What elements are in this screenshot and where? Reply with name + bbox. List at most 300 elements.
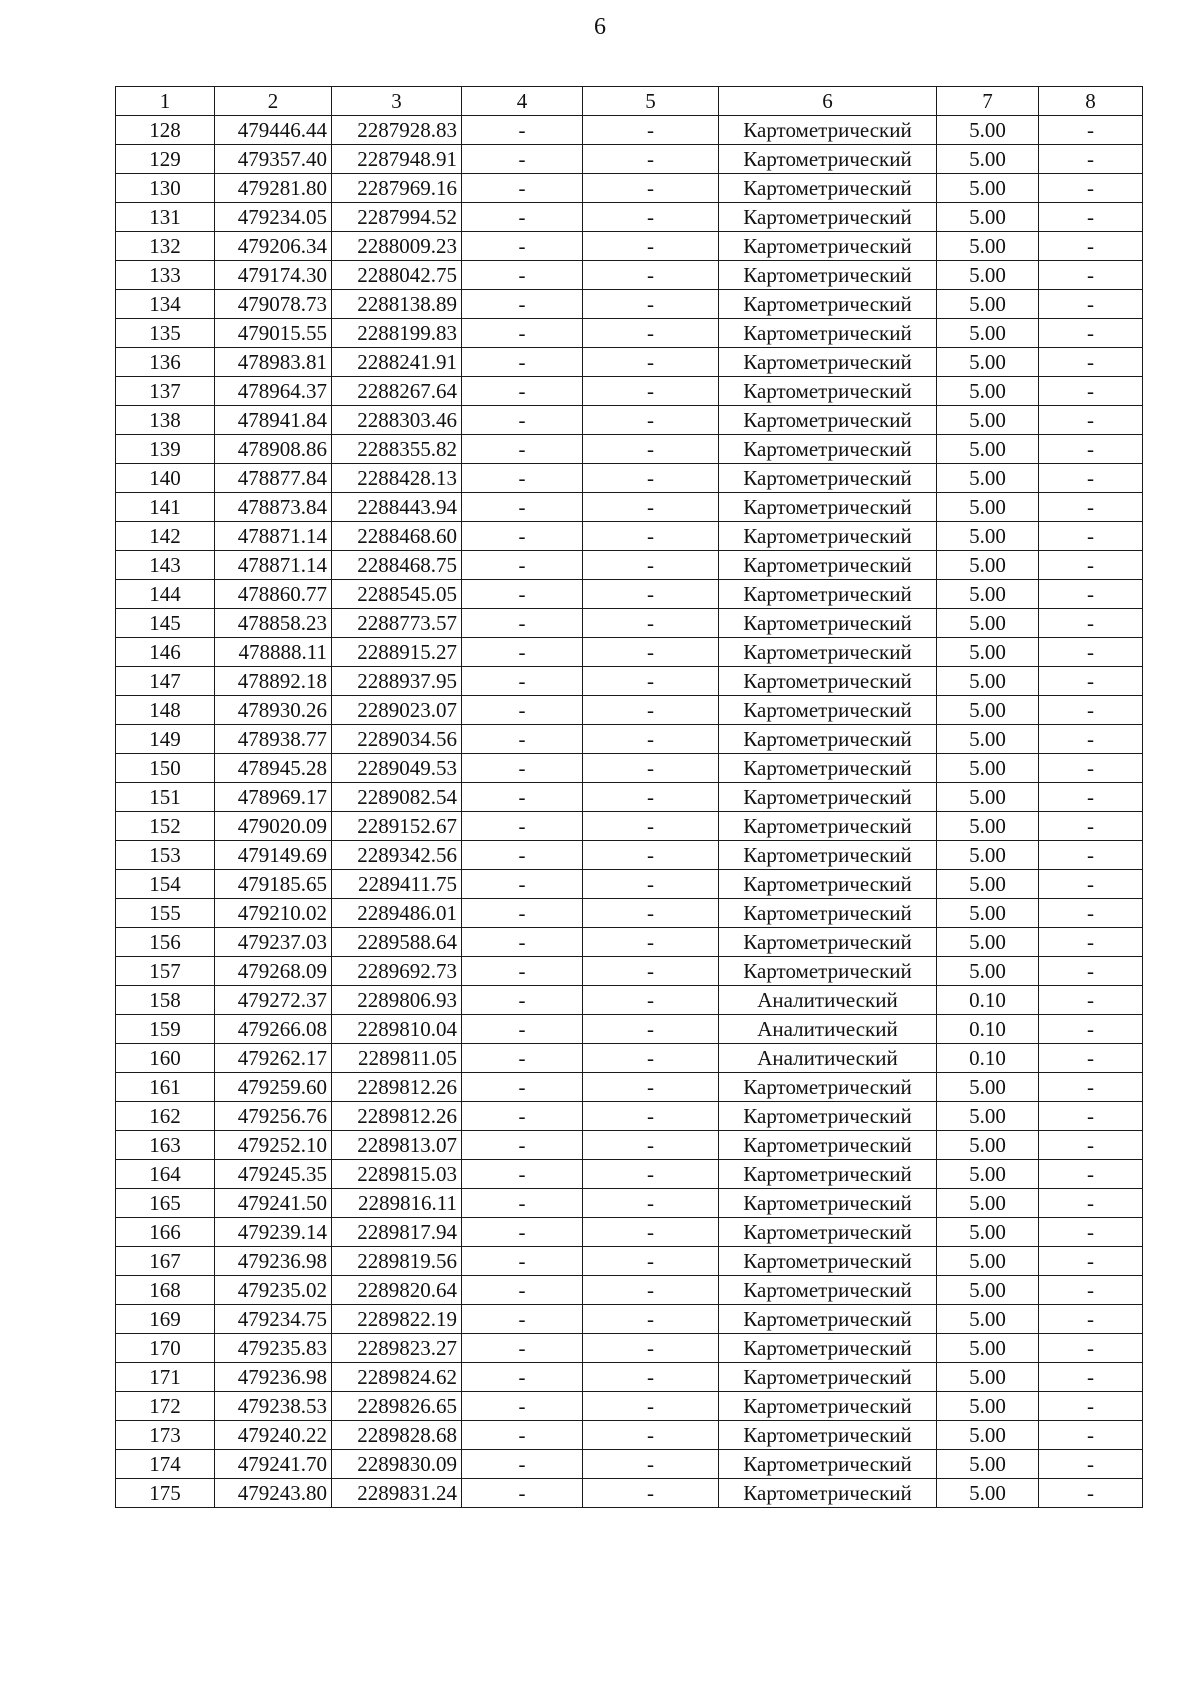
- coordinate-x-cell: 479210.02: [215, 899, 332, 928]
- column-header-1: 1: [116, 87, 215, 116]
- column-4-value-cell: -: [462, 406, 583, 435]
- point-number-cell: 163: [116, 1131, 215, 1160]
- coordinate-x-cell: 478877.84: [215, 464, 332, 493]
- accuracy-cell: 5.00: [937, 551, 1039, 580]
- coordinate-y-cell: 2289812.26: [332, 1102, 462, 1131]
- point-number-cell: 172: [116, 1392, 215, 1421]
- coordinate-x-cell: 478858.23: [215, 609, 332, 638]
- column-8-value-cell: -: [1039, 1421, 1143, 1450]
- point-number-cell: 161: [116, 1073, 215, 1102]
- method-cell: Картометрический: [719, 1421, 937, 1450]
- coordinate-y-cell: 2289692.73: [332, 957, 462, 986]
- column-5-value-cell: -: [583, 464, 719, 493]
- column-header-7: 7: [937, 87, 1039, 116]
- column-4-value-cell: -: [462, 725, 583, 754]
- method-cell: Картометрический: [719, 870, 937, 899]
- accuracy-cell: 5.00: [937, 754, 1039, 783]
- column-8-value-cell: -: [1039, 1015, 1143, 1044]
- coordinate-x-cell: 479185.65: [215, 870, 332, 899]
- coordinate-x-cell: 479252.10: [215, 1131, 332, 1160]
- method-cell: Картометрический: [719, 609, 937, 638]
- header-row: [116, 87, 1143, 116]
- point-number-cell: 144: [116, 580, 215, 609]
- column-8-value-cell: -: [1039, 319, 1143, 348]
- accuracy-cell: 5.00: [937, 1305, 1039, 1334]
- column-5-value-cell: -: [583, 754, 719, 783]
- method-cell: Картометрический: [719, 899, 937, 928]
- point-number-cell: 138: [116, 406, 215, 435]
- column-5-value-cell: -: [583, 435, 719, 464]
- accuracy-cell: 5.00: [937, 1102, 1039, 1131]
- column-4-value-cell: -: [462, 290, 583, 319]
- column-5-value-cell: -: [583, 116, 719, 145]
- coordinate-y-cell: 2288303.46: [332, 406, 462, 435]
- column-8-value-cell: -: [1039, 1247, 1143, 1276]
- column-8-value-cell: -: [1039, 145, 1143, 174]
- coordinate-y-cell: 2288545.05: [332, 580, 462, 609]
- accuracy-cell: 5.00: [937, 203, 1039, 232]
- accuracy-cell: 5.00: [937, 1131, 1039, 1160]
- column-5-value-cell: -: [583, 899, 719, 928]
- coordinate-x-cell: 478888.11: [215, 638, 332, 667]
- table-row: [116, 261, 1143, 290]
- column-header-2: 2: [215, 87, 332, 116]
- column-header-6: 6: [719, 87, 937, 116]
- column-4-value-cell: -: [462, 696, 583, 725]
- column-4-value-cell: -: [462, 1305, 583, 1334]
- point-number-cell: 157: [116, 957, 215, 986]
- coordinate-y-cell: 2289820.64: [332, 1276, 462, 1305]
- method-cell: Картометрический: [719, 319, 937, 348]
- coordinate-x-cell: 479357.40: [215, 145, 332, 174]
- column-8-value-cell: -: [1039, 203, 1143, 232]
- accuracy-cell: 5.00: [937, 1392, 1039, 1421]
- table-row: [116, 319, 1143, 348]
- method-cell: Картометрический: [719, 754, 937, 783]
- coordinate-y-cell: 2287994.52: [332, 203, 462, 232]
- coordinate-x-cell: 479240.22: [215, 1421, 332, 1450]
- accuracy-cell: 5.00: [937, 1189, 1039, 1218]
- coordinate-x-cell: 479020.09: [215, 812, 332, 841]
- column-5-value-cell: -: [583, 928, 719, 957]
- coordinate-y-cell: 2289806.93: [332, 986, 462, 1015]
- point-number-cell: 165: [116, 1189, 215, 1218]
- table-row: [116, 1073, 1143, 1102]
- coordinate-x-cell: 478908.86: [215, 435, 332, 464]
- column-8-value-cell: -: [1039, 1073, 1143, 1102]
- column-4-value-cell: -: [462, 1276, 583, 1305]
- column-4-value-cell: -: [462, 203, 583, 232]
- column-4-value-cell: -: [462, 870, 583, 899]
- table-row: [116, 551, 1143, 580]
- table-row: [116, 986, 1143, 1015]
- column-header-4: 4: [462, 87, 583, 116]
- column-4-value-cell: -: [462, 1189, 583, 1218]
- coordinate-x-cell: 479243.80: [215, 1479, 332, 1508]
- coordinate-y-cell: 2288241.91: [332, 348, 462, 377]
- point-number-cell: 158: [116, 986, 215, 1015]
- column-4-value-cell: -: [462, 1044, 583, 1073]
- column-4-value-cell: -: [462, 493, 583, 522]
- table-header: [116, 87, 1143, 116]
- table-row: [116, 290, 1143, 319]
- accuracy-cell: 5.00: [937, 870, 1039, 899]
- coordinate-x-cell: 479235.02: [215, 1276, 332, 1305]
- column-4-value-cell: -: [462, 145, 583, 174]
- point-number-cell: 143: [116, 551, 215, 580]
- coordinate-x-cell: 479241.50: [215, 1189, 332, 1218]
- column-8-value-cell: -: [1039, 1363, 1143, 1392]
- column-8-value-cell: -: [1039, 725, 1143, 754]
- column-5-value-cell: -: [583, 1479, 719, 1508]
- point-number-cell: 153: [116, 841, 215, 870]
- column-4-value-cell: -: [462, 1363, 583, 1392]
- table-row: [116, 696, 1143, 725]
- column-4-value-cell: -: [462, 667, 583, 696]
- accuracy-cell: 5.00: [937, 232, 1039, 261]
- column-5-value-cell: -: [583, 203, 719, 232]
- column-header-3: 3: [332, 87, 462, 116]
- column-4-value-cell: -: [462, 1450, 583, 1479]
- column-8-value-cell: -: [1039, 1102, 1143, 1131]
- column-5-value-cell: -: [583, 1044, 719, 1073]
- column-5-value-cell: -: [583, 1102, 719, 1131]
- coordinate-x-cell: 479206.34: [215, 232, 332, 261]
- table-row: [116, 377, 1143, 406]
- column-8-value-cell: -: [1039, 493, 1143, 522]
- column-8-value-cell: -: [1039, 1160, 1143, 1189]
- column-4-value-cell: -: [462, 1479, 583, 1508]
- point-number-cell: 160: [116, 1044, 215, 1073]
- table-row: [116, 899, 1143, 928]
- coordinate-y-cell: 2289815.03: [332, 1160, 462, 1189]
- method-cell: Картометрический: [719, 1160, 937, 1189]
- column-8-value-cell: -: [1039, 899, 1143, 928]
- coordinate-y-cell: 2289828.68: [332, 1421, 462, 1450]
- column-5-value-cell: -: [583, 261, 719, 290]
- table-row: [116, 203, 1143, 232]
- coordinate-y-cell: 2289411.75: [332, 870, 462, 899]
- coordinate-x-cell: 479256.76: [215, 1102, 332, 1131]
- column-4-value-cell: -: [462, 1334, 583, 1363]
- method-cell: Картометрический: [719, 145, 937, 174]
- table-row: [116, 667, 1143, 696]
- column-4-value-cell: -: [462, 1131, 583, 1160]
- method-cell: Картометрический: [719, 1450, 937, 1479]
- table-row: [116, 1421, 1143, 1450]
- column-8-value-cell: -: [1039, 986, 1143, 1015]
- method-cell: Картометрический: [719, 551, 937, 580]
- page-number: 6: [594, 14, 606, 40]
- coordinate-x-cell: 478930.26: [215, 696, 332, 725]
- method-cell: Картометрический: [719, 928, 937, 957]
- column-4-value-cell: -: [462, 928, 583, 957]
- accuracy-cell: 5.00: [937, 1276, 1039, 1305]
- coordinate-y-cell: 2288468.75: [332, 551, 462, 580]
- method-cell: Картометрический: [719, 116, 937, 145]
- table-row: [116, 638, 1143, 667]
- table-row: [116, 754, 1143, 783]
- column-8-value-cell: -: [1039, 609, 1143, 638]
- column-header-5: 5: [583, 87, 719, 116]
- column-8-value-cell: -: [1039, 464, 1143, 493]
- coordinate-y-cell: 2287948.91: [332, 145, 462, 174]
- column-5-value-cell: -: [583, 290, 719, 319]
- method-cell: Картометрический: [719, 696, 937, 725]
- column-8-value-cell: -: [1039, 667, 1143, 696]
- accuracy-cell: 5.00: [937, 290, 1039, 319]
- method-cell: Картометрический: [719, 1247, 937, 1276]
- point-number-cell: 132: [116, 232, 215, 261]
- coordinate-x-cell: 478983.81: [215, 348, 332, 377]
- accuracy-cell: 5.00: [937, 493, 1039, 522]
- table-row: [116, 406, 1143, 435]
- coordinate-y-cell: 2289822.19: [332, 1305, 462, 1334]
- coordinate-x-cell: 478873.84: [215, 493, 332, 522]
- column-4-value-cell: -: [462, 783, 583, 812]
- table-row: [116, 725, 1143, 754]
- coordinate-y-cell: 2289817.94: [332, 1218, 462, 1247]
- accuracy-cell: 5.00: [937, 1073, 1039, 1102]
- point-number-cell: 133: [116, 261, 215, 290]
- column-5-value-cell: -: [583, 957, 719, 986]
- column-8-value-cell: -: [1039, 1189, 1143, 1218]
- accuracy-cell: 5.00: [937, 261, 1039, 290]
- coordinate-y-cell: 2289023.07: [332, 696, 462, 725]
- accuracy-cell: 5.00: [937, 522, 1039, 551]
- point-number-cell: 155: [116, 899, 215, 928]
- coordinate-x-cell: 479174.30: [215, 261, 332, 290]
- table-row: [116, 1363, 1143, 1392]
- column-5-value-cell: -: [583, 406, 719, 435]
- column-4-value-cell: -: [462, 1218, 583, 1247]
- coordinate-y-cell: 2289830.09: [332, 1450, 462, 1479]
- method-cell: Картометрический: [719, 841, 937, 870]
- coordinate-x-cell: 479234.05: [215, 203, 332, 232]
- coordinate-x-cell: 479268.09: [215, 957, 332, 986]
- method-cell: Картометрический: [719, 1131, 937, 1160]
- accuracy-cell: 5.00: [937, 435, 1039, 464]
- coordinate-x-cell: 479262.17: [215, 1044, 332, 1073]
- column-4-value-cell: -: [462, 1160, 583, 1189]
- coordinate-y-cell: 2289152.67: [332, 812, 462, 841]
- column-5-value-cell: -: [583, 783, 719, 812]
- coordinate-x-cell: 479236.98: [215, 1363, 332, 1392]
- column-4-value-cell: -: [462, 899, 583, 928]
- method-cell: Аналитический: [719, 1044, 937, 1073]
- column-4-value-cell: -: [462, 580, 583, 609]
- coordinate-y-cell: 2289812.26: [332, 1073, 462, 1102]
- point-number-cell: 149: [116, 725, 215, 754]
- table-row: [116, 1450, 1143, 1479]
- method-cell: Картометрический: [719, 377, 937, 406]
- point-number-cell: 137: [116, 377, 215, 406]
- method-cell: Картометрический: [719, 232, 937, 261]
- point-number-cell: 162: [116, 1102, 215, 1131]
- method-cell: Аналитический: [719, 986, 937, 1015]
- coordinate-y-cell: 2289826.65: [332, 1392, 462, 1421]
- column-8-value-cell: -: [1039, 783, 1143, 812]
- coordinate-y-cell: 2288937.95: [332, 667, 462, 696]
- column-5-value-cell: -: [583, 1218, 719, 1247]
- coordinate-y-cell: 2289049.53: [332, 754, 462, 783]
- table-row: [116, 232, 1143, 261]
- point-number-cell: 159: [116, 1015, 215, 1044]
- method-cell: Картометрический: [719, 638, 937, 667]
- accuracy-cell: 5.00: [937, 725, 1039, 754]
- accuracy-cell: 5.00: [937, 377, 1039, 406]
- table-row: [116, 870, 1143, 899]
- coordinate-y-cell: 2288355.82: [332, 435, 462, 464]
- coordinates-table: [115, 86, 1143, 1508]
- column-4-value-cell: -: [462, 1073, 583, 1102]
- column-4-value-cell: -: [462, 435, 583, 464]
- accuracy-cell: 5.00: [937, 1160, 1039, 1189]
- column-4-value-cell: -: [462, 986, 583, 1015]
- accuracy-cell: 0.10: [937, 986, 1039, 1015]
- table-row: [116, 783, 1143, 812]
- column-4-value-cell: -: [462, 232, 583, 261]
- column-4-value-cell: -: [462, 1392, 583, 1421]
- coordinate-y-cell: 2289486.01: [332, 899, 462, 928]
- column-5-value-cell: -: [583, 580, 719, 609]
- column-5-value-cell: -: [583, 1363, 719, 1392]
- accuracy-cell: 5.00: [937, 899, 1039, 928]
- method-cell: Картометрический: [719, 1073, 937, 1102]
- column-5-value-cell: -: [583, 493, 719, 522]
- accuracy-cell: 5.00: [937, 116, 1039, 145]
- column-4-value-cell: -: [462, 319, 583, 348]
- column-8-value-cell: -: [1039, 1450, 1143, 1479]
- method-cell: Аналитический: [719, 1015, 937, 1044]
- accuracy-cell: 5.00: [937, 928, 1039, 957]
- column-4-value-cell: -: [462, 754, 583, 783]
- column-5-value-cell: -: [583, 1073, 719, 1102]
- coordinate-x-cell: 478941.84: [215, 406, 332, 435]
- coordinate-x-cell: 479446.44: [215, 116, 332, 145]
- column-5-value-cell: -: [583, 1247, 719, 1276]
- accuracy-cell: 5.00: [937, 1479, 1039, 1508]
- point-number-cell: 175: [116, 1479, 215, 1508]
- column-4-value-cell: -: [462, 261, 583, 290]
- coordinate-x-cell: 478945.28: [215, 754, 332, 783]
- coordinate-y-cell: 2289810.04: [332, 1015, 462, 1044]
- coordinate-y-cell: 2288267.64: [332, 377, 462, 406]
- accuracy-cell: 5.00: [937, 1421, 1039, 1450]
- column-4-value-cell: -: [462, 957, 583, 986]
- method-cell: Картометрический: [719, 1479, 937, 1508]
- column-8-value-cell: -: [1039, 928, 1143, 957]
- coordinate-y-cell: 2287969.16: [332, 174, 462, 203]
- column-8-value-cell: -: [1039, 1392, 1143, 1421]
- coordinate-y-cell: 2288138.89: [332, 290, 462, 319]
- table-row: [116, 1392, 1143, 1421]
- coordinate-y-cell: 2288042.75: [332, 261, 462, 290]
- point-number-cell: 150: [116, 754, 215, 783]
- accuracy-cell: 5.00: [937, 464, 1039, 493]
- column-4-value-cell: -: [462, 1102, 583, 1131]
- coordinate-x-cell: 479272.37: [215, 986, 332, 1015]
- column-4-value-cell: -: [462, 377, 583, 406]
- column-8-value-cell: -: [1039, 348, 1143, 377]
- point-number-cell: 129: [116, 145, 215, 174]
- point-number-cell: 174: [116, 1450, 215, 1479]
- coordinate-x-cell: 478860.77: [215, 580, 332, 609]
- column-8-value-cell: -: [1039, 1044, 1143, 1073]
- column-5-value-cell: -: [583, 1160, 719, 1189]
- method-cell: Картометрический: [719, 957, 937, 986]
- point-number-cell: 173: [116, 1421, 215, 1450]
- column-8-value-cell: -: [1039, 870, 1143, 899]
- coordinate-y-cell: 2289342.56: [332, 841, 462, 870]
- table-row: [116, 348, 1143, 377]
- column-5-value-cell: -: [583, 1421, 719, 1450]
- column-8-value-cell: -: [1039, 290, 1143, 319]
- column-5-value-cell: -: [583, 551, 719, 580]
- coordinate-y-cell: 2289813.07: [332, 1131, 462, 1160]
- point-number-cell: 166: [116, 1218, 215, 1247]
- method-cell: Картометрический: [719, 1305, 937, 1334]
- point-number-cell: 139: [116, 435, 215, 464]
- method-cell: Картометрический: [719, 522, 937, 551]
- column-5-value-cell: -: [583, 1450, 719, 1479]
- table-row: [116, 145, 1143, 174]
- column-8-value-cell: -: [1039, 174, 1143, 203]
- point-number-cell: 140: [116, 464, 215, 493]
- method-cell: Картометрический: [719, 1334, 937, 1363]
- point-number-cell: 136: [116, 348, 215, 377]
- coordinates-table-container: [115, 86, 1142, 1508]
- point-number-cell: 152: [116, 812, 215, 841]
- point-number-cell: 151: [116, 783, 215, 812]
- accuracy-cell: 5.00: [937, 145, 1039, 174]
- column-8-value-cell: -: [1039, 435, 1143, 464]
- column-5-value-cell: -: [583, 1305, 719, 1334]
- column-5-value-cell: -: [583, 1276, 719, 1305]
- column-5-value-cell: -: [583, 870, 719, 899]
- column-5-value-cell: -: [583, 1015, 719, 1044]
- coordinate-x-cell: 478969.17: [215, 783, 332, 812]
- method-cell: Картометрический: [719, 435, 937, 464]
- column-5-value-cell: -: [583, 841, 719, 870]
- coordinate-y-cell: 2289811.05: [332, 1044, 462, 1073]
- coordinate-y-cell: 2289034.56: [332, 725, 462, 754]
- column-5-value-cell: -: [583, 1131, 719, 1160]
- method-cell: Картометрический: [719, 348, 937, 377]
- column-8-value-cell: -: [1039, 522, 1143, 551]
- column-4-value-cell: -: [462, 116, 583, 145]
- column-5-value-cell: -: [583, 174, 719, 203]
- point-number-cell: 145: [116, 609, 215, 638]
- column-8-value-cell: -: [1039, 377, 1143, 406]
- column-8-value-cell: -: [1039, 957, 1143, 986]
- point-number-cell: 154: [116, 870, 215, 899]
- point-number-cell: 168: [116, 1276, 215, 1305]
- coordinate-y-cell: 2288915.27: [332, 638, 462, 667]
- coordinate-y-cell: 2288428.13: [332, 464, 462, 493]
- column-4-value-cell: -: [462, 841, 583, 870]
- column-8-value-cell: -: [1039, 261, 1143, 290]
- point-number-cell: 167: [116, 1247, 215, 1276]
- column-5-value-cell: -: [583, 667, 719, 696]
- column-8-value-cell: -: [1039, 1131, 1143, 1160]
- column-5-value-cell: -: [583, 522, 719, 551]
- coordinate-x-cell: 479281.80: [215, 174, 332, 203]
- table-row: [116, 1247, 1143, 1276]
- table-row: [116, 435, 1143, 464]
- point-number-cell: 171: [116, 1363, 215, 1392]
- column-5-value-cell: -: [583, 232, 719, 261]
